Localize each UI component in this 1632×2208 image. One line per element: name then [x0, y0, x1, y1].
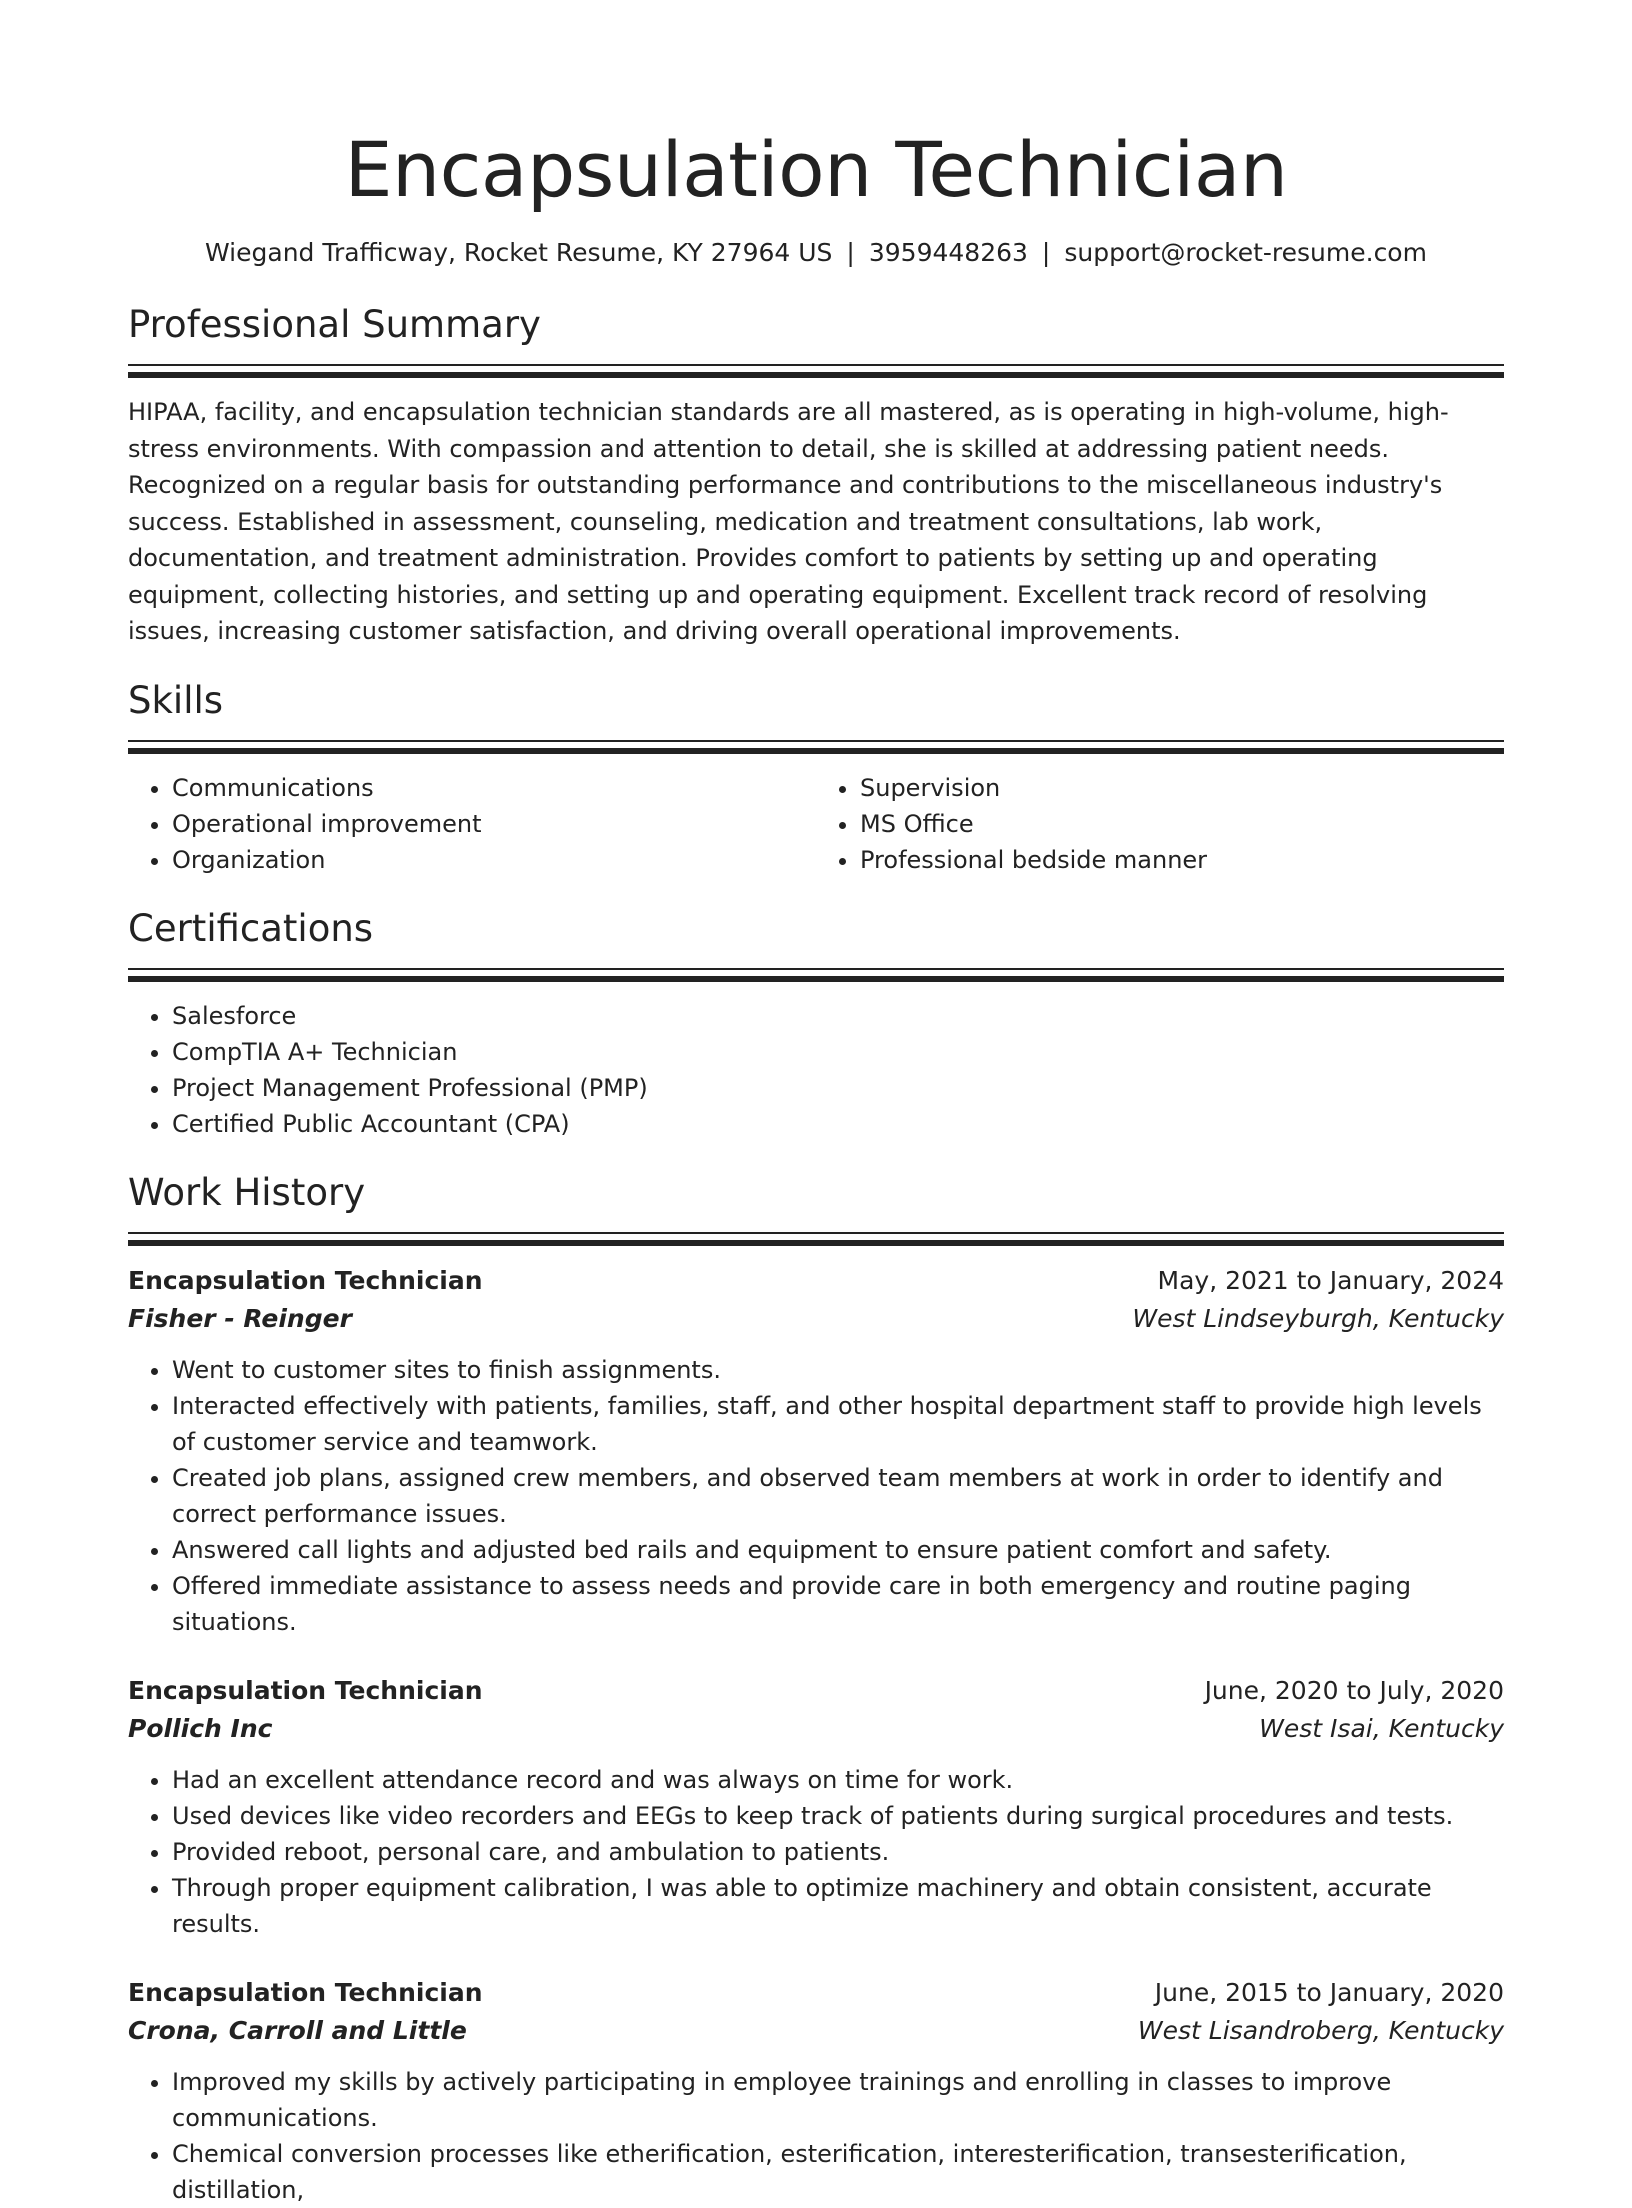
job-bullet: • Chemical conversion processes like etherification, esterification, interesterification, transesterification, distillation,	[172, 2136, 1504, 2208]
contact-separator: |	[846, 238, 855, 267]
job-bullet: • Improved my skills by actively participating in employee trainings and enrolling in classes to improve communications.	[172, 2064, 1504, 2136]
job-company: Fisher - Reinger	[128, 1303, 352, 1333]
job-entry	[128, 1974, 1504, 2208]
job-bullet: • Answered call lights and adjusted bed rails and equipment to ensure patient comfort and safety.	[172, 1532, 1504, 1568]
job-entry	[128, 1262, 1504, 1640]
job-bullets	[128, 2064, 1504, 2208]
certification-item: • Salesforce	[172, 998, 1504, 1034]
job-location: West Lindseyburgh, Kentucky	[1132, 1303, 1504, 1333]
skills-grid	[128, 770, 1504, 878]
section-title-skills: Skills	[128, 678, 224, 722]
job-bullets	[128, 1762, 1504, 1942]
job-bullet: • Interacted effectively with patients, families, staff, and other hospital department staff to provide high levels of customer service and teamwork.	[172, 1388, 1504, 1460]
skill-item: • Operational improvement	[172, 806, 816, 842]
skill-item: • Organization	[172, 842, 816, 878]
job-title: Encapsulation Technician	[128, 1265, 483, 1295]
section-title-work-history: Work History	[128, 1170, 366, 1214]
job-subheader	[128, 2012, 1504, 2050]
resume-name: Encapsulation Technician	[344, 125, 1288, 214]
skills-section	[128, 676, 1504, 878]
job-bullet: • Provided reboot, personal care, and ambulation to patients.	[172, 1834, 1504, 1870]
job-company: Crona, Carroll and Little	[128, 2015, 467, 2045]
job-bullet: • Had an excellent attendance record and was always on time for work.	[172, 1762, 1504, 1798]
certification-item: • Project Management Professional (PMP)	[172, 1070, 1504, 1106]
contact-phone: 3959448263	[868, 238, 1028, 267]
job-bullet: • Used devices like video recorders and EEGs to keep track of patients during surgical procedures and tests.	[172, 1798, 1504, 1834]
job-bullets	[128, 1352, 1504, 1640]
job-title: Encapsulation Technician	[128, 1977, 483, 2007]
certifications-section	[128, 904, 1504, 1142]
summary-section	[128, 300, 1504, 650]
job-subheader	[128, 1710, 1504, 1748]
contact-address: Wiegand Trafficway, Rocket Resume, KY 27964 US	[205, 238, 833, 267]
skill-item: • MS Office	[860, 806, 1504, 842]
job-location: West Isai, Kentucky	[1259, 1713, 1504, 1743]
section-title-summary: Professional Summary	[128, 303, 541, 346]
work-history-section	[128, 1168, 1504, 2208]
section-divider	[128, 740, 1504, 754]
section-divider	[128, 968, 1504, 982]
job-dates: May, 2021 to January, 2024	[1157, 1265, 1504, 1295]
job-company: Pollich Inc	[128, 1713, 273, 1743]
job-bullet: • Created job plans, assigned crew members, and observed team members at work in order to identify and correct performance issues.	[172, 1460, 1504, 1532]
section-title-certifications: Certifications	[128, 906, 374, 950]
skills-column-right	[816, 770, 1504, 878]
job-header	[128, 1672, 1504, 1710]
section-divider	[128, 364, 1504, 378]
resume-page	[128, 0, 1504, 2208]
job-header	[128, 1974, 1504, 2012]
certification-item: • Certified Public Accountant (CPA)	[172, 1106, 1504, 1142]
job-dates: June, 2020 to July, 2020	[1204, 1675, 1504, 1705]
contact-line	[128, 236, 1504, 270]
job-header	[128, 1262, 1504, 1300]
contact-separator: |	[1041, 238, 1051, 267]
certifications-list	[128, 998, 1504, 1142]
job-dates: June, 2015 to January, 2020	[1154, 1977, 1504, 2007]
skill-item: • Supervision	[860, 770, 1504, 806]
contact-email: support@rocket-resume.com	[1064, 238, 1427, 267]
job-entry	[128, 1672, 1504, 1942]
job-bullet: • Offered immediate assistance to assess needs and provide care in both emergency and routine paging situations.	[172, 1568, 1504, 1640]
skill-item: • Communications	[172, 770, 816, 806]
job-bullet: • Went to customer sites to finish assignments.	[172, 1352, 1504, 1388]
skill-item: • Professional bedside manner	[860, 842, 1504, 878]
job-location: West Lisandroberg, Kentucky	[1137, 2015, 1504, 2045]
job-bullet: • Through proper equipment calibration, I was able to optimize machinery and obtain consistent, accurate results.	[172, 1870, 1504, 1942]
skills-column-left	[128, 770, 816, 878]
certification-item: • CompTIA A+ Technician	[172, 1034, 1504, 1070]
summary-text: HIPAA, facility, and encapsulation technician standards are all mastered, as is operating in high-volume, high-stress environments. With compassion and attention to detail, she is skilled at addressing patient needs. Recognized on a regular basis for outstanding performance and contributions to the miscellaneous industry's success. Established in assessment, counseling, medication and treatment consultations, lab work, documentation, and treatment administration. Provides comfort to patients by setting up and operating equipment, collecting histories, and setting up and operating equipment. Excellent track record of resolving issues, increasing customer satisfaction, and driving overall operational improvements.	[128, 398, 1449, 645]
job-title: Encapsulation Technician	[128, 1675, 483, 1705]
job-subheader	[128, 1300, 1504, 1338]
section-divider	[128, 1232, 1504, 1246]
